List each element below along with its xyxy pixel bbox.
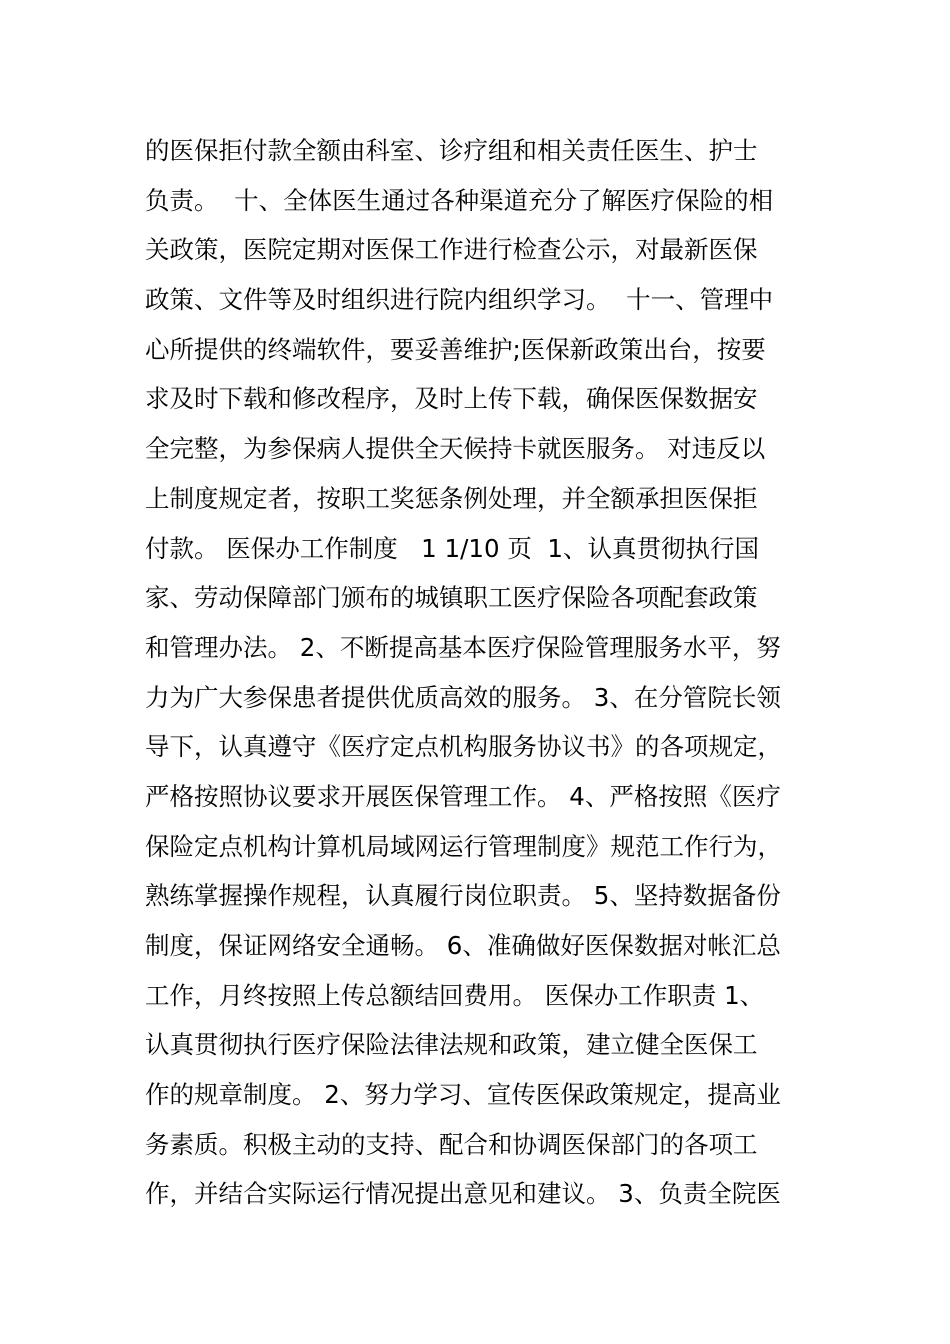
text-line: 负责。 十、全体医生通过各种渠道充分了解医疗保险的相 [145,185,774,215]
body-text [145,126,825,1219]
text-line: 力为广大参保患者提供优质高效的服务。 3、在分管院长领 [145,682,781,712]
text-line: 保险定点机构计算机局域网运行管理制度》规范工作行为， [145,831,782,861]
text-line: 作的规章制度。 2、努力学习、宣传医保政策规定，提高业 [145,1080,781,1110]
text-line: 心所提供的终端软件，要妥善维护;医保新政策出台，按要 [145,334,766,364]
text-line: 和管理办法。 2、不断提高基本医疗保险管理服务水平，努 [145,632,781,662]
text-line: 的医保拒付款全额由科室、诊疗组和相关责任医生、护士 [145,136,758,165]
text-line: 作，并结合实际运行情况提出意见和建议。 3、负责全院医 [145,1179,781,1209]
text-line: 付款。 医保办工作制度 1 1/10 页 1、认真贯彻执行国 [145,533,759,563]
text-line: 务素质。积极主动的支持、配合和协调医保部门的各项工 [145,1129,758,1159]
text-line: 导下，认真遵守《医疗定点机构服务协议书》的各项规定， [145,732,782,762]
text-line: 家、劳动保障部门颁布的城镇职工医疗保险各项配套政策 [145,583,758,613]
text-line: 上制度规定者，按职工奖惩条例处理，并全额承担医保拒 [145,483,758,513]
text-line: 认真贯彻执行医疗保险法律法规和政策，建立健全医保工 [145,1030,758,1060]
text-line: 政策、文件等及时组织进行院内组织学习。 十一、管理中 [145,285,774,315]
text-line: 求及时下载和修改程序，及时上传下载，确保医保数据安 [145,384,758,414]
text-line: 关政策，医院定期对医保工作进行检查公示，对最新医保 [145,235,758,265]
text-line: 熟练掌握操作规程，认真履行岗位职责。 5、坚持数据备份 [145,881,781,911]
text-line: 工作，月终按照上传总额结回费用。 医保办工作职责 1、 [145,980,765,1010]
text-line: 严格按照协议要求开展医保管理工作。 4、严格按照《医疗 [145,781,781,811]
text-line: 制度，保证网络安全通畅。 6、准确做好医保数据对帐汇总 [145,931,781,960]
text-line: 全完整，为参保病人提供全天候持卡就医服务。 对违反以 [145,434,766,464]
